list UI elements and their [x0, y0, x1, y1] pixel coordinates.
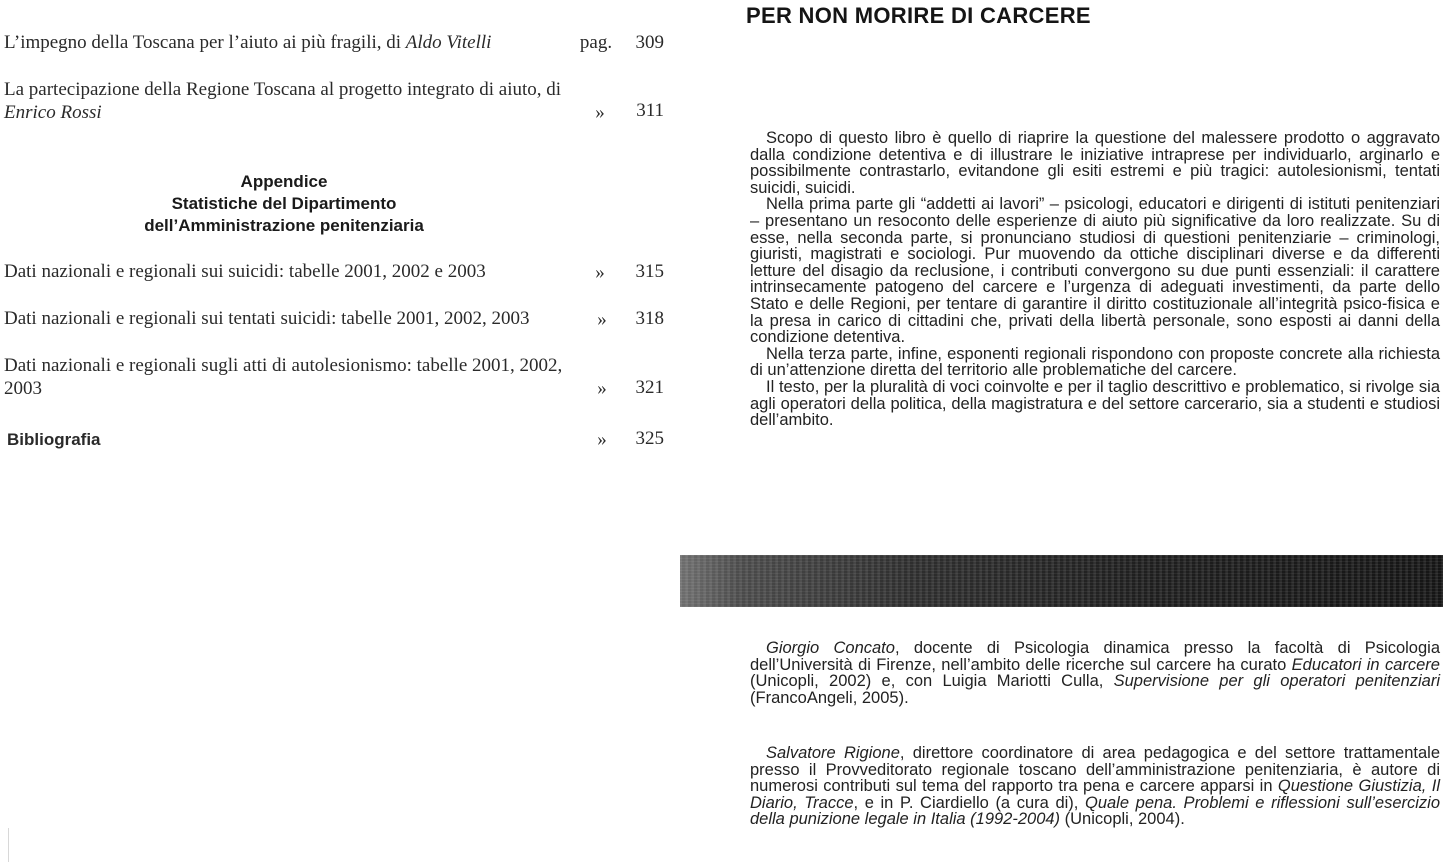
journal-list: Questione Giustizia, Il Diario, Tracce: [750, 777, 1440, 812]
toc-entry-marker: »: [597, 309, 607, 330]
blurb-paragraph: Nella prima parte gli “addetti ai lavori” – psicologi, educatori e dirigenti di istituti penitenziari – presentano un resoconto delle esperienze di aiuto più significative da loro realizzate. Su di esse, nella seconda parte, si pronunciano studiosi di questioni penitenziarie – criminologi, giuristi, magistrati e sociologi. Pur muovendo da ottiche disciplinari diverse e da differenti letture del disagio da reclusione, i contributi convergono su due punti essenziali: il carattere intrinsecamente patogeno del carcere e l’urgenza di adeguati investimenti, da parte dello Stato e delle Regioni, per tentare di garantire il diritto costituzionale all’integrità psico-fisica e la presa in carico di cittadini che, privati della libertà personale, sono esposti ai danni della condizione detentiva.: [750, 195, 1440, 347]
toc-entry: [4, 31, 664, 55]
toc-entry-author: Enrico Rossi: [4, 102, 102, 123]
appendix-heading: [0, 171, 568, 237]
toc-entry-bibliography: [4, 426, 664, 450]
toc-entry-marker: pag.: [579, 32, 613, 53]
toc-entry-marker: »: [595, 262, 605, 283]
toc-entry-marker: »: [597, 429, 607, 450]
toc-entry-page: 321: [635, 377, 664, 398]
toc-entry-page: 325: [635, 428, 664, 449]
author-name: Salvatore Rigione: [766, 744, 900, 762]
toc-entry-page: 315: [635, 261, 664, 282]
author-name: Giorgio Concato: [766, 639, 895, 657]
toc-entry-marker: »: [597, 378, 607, 399]
appendix-subtitle-line2: dell’Amministrazione penitenziaria: [144, 216, 424, 235]
blurb-paragraph: Scopo di questo libro è quello di riaprire la questione del malessere prodotto o aggravato dalla condizione detentiva e di illustrare le iniziative intraprese per individuarlo, arginarlo e possibilmente contrastarlo, evitandone gli esiti estremi e più tragici: autolesionismi, tentati suicidi, suicidi.: [750, 129, 1440, 197]
toc-entry-title: Dati nazionali e regionali sugli atti di autolesionismo: tabelle 2001, 2002, 2003: [4, 355, 563, 399]
book-reference: Quale pena. Problemi e riflessioni sull’esercizio della punizione legale in Italia (1992-2004): [750, 793, 1440, 829]
toc-entry-marker: »: [595, 102, 605, 123]
appendix-subtitle-line1: Statistiche del Dipartimento: [171, 194, 397, 213]
toc-entry-page: 318: [635, 308, 664, 329]
toc-entry: [4, 260, 664, 284]
toc-entry-title: Bibliografia: [7, 430, 101, 449]
author-bio-concato: Giorgio Concato, docente di Psicologia dinamica presso la facoltà di Psicologia dell’Università di Firenze, nell’ambito delle ricerche sul carcere ha curato Educatori in carcere (Unicopli, 2002) e, con Luigia Mariotti Culla, Supervisione per gli operatori penitenziari (FrancoAngeli, 2005).: [750, 639, 1440, 707]
toc-entry-page: 309: [635, 32, 664, 53]
book-title: PER NON MORIRE DI CARCERE: [746, 3, 1091, 28]
back-cover-page: [680, 0, 1443, 865]
scan-mark: [8, 828, 9, 862]
toc-entry-author: Aldo Vitelli: [405, 32, 492, 53]
cover-blurb: [750, 130, 1440, 429]
book-reference: Educatori in carcere: [1291, 655, 1440, 674]
book-reference: Supervisione per gli operatori penitenziari: [1113, 672, 1440, 691]
toc-entry-title: La partecipazione della Regione Toscana al progetto integrato di aiuto, di: [4, 79, 562, 100]
toc-entry-title: L’impegno della Toscana per l’aiuto ai più fragili, di: [4, 32, 406, 53]
toc-entry-title: Dati nazionali e regionali sui tentati suicidi: tabelle 2001, 2002, 2003: [4, 308, 530, 329]
blurb-paragraph: Nella terza parte, infine, esponenti regionali rispondono con proposte concrete alla richiesta di un’attenzione diretta del territorio alle problematiche del carcere.: [750, 344, 1440, 380]
blurb-paragraph: Il testo, per la pluralità di voci coinvolte e per il taglio descrittivo e problematico, si rivolge sia agli operatori della politica, della magistratura e del settore carcerario, sia a studenti e studiosi dell’ambito.: [750, 377, 1440, 430]
toc-entry: [4, 307, 664, 331]
toc-page: [0, 0, 680, 865]
decorative-band: [680, 555, 1443, 607]
appendix-title: Appendice: [240, 172, 328, 191]
toc-entry: [4, 354, 664, 402]
author-bio-rigione: Salvatore Rigione, direttore coordinatore di area pedagogica e del settore trattamentale presso il Provveditorato regionale toscano dell’amministrazione penitenziaria, è autore di numerosi contributi sul tema del rapporto tra pena e carcere apparsi in Questione Giustizia, Il Diario, Tracce, e in P. Ciardiello (a cura di), Quale pena. Problemi e riflessioni sull’esercizio della punizione legale in Italia (1992-2004) (Unicopli, 2004).: [750, 744, 1441, 829]
toc-entry-title: Dati nazionali e regionali sui suicidi: tabelle 2001, 2002 e 2003: [4, 261, 486, 282]
toc-entry-page: 311: [636, 100, 664, 121]
toc-entry: [4, 78, 664, 126]
